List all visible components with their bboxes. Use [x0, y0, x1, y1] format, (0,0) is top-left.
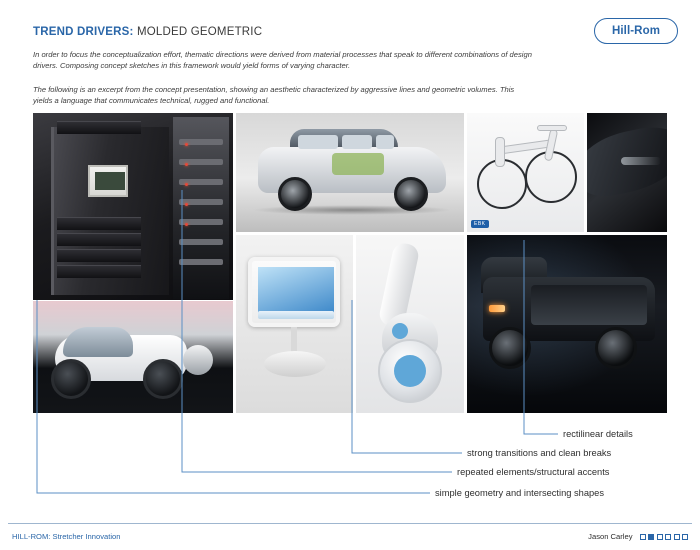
truck-tail-light: [489, 305, 505, 312]
moto-canopy-shape: [63, 327, 133, 357]
progress-dot[interactable]: [674, 534, 680, 540]
pc-led-indicator: [185, 223, 188, 226]
footer-divider: [8, 523, 692, 524]
pc-led-indicator: [185, 143, 188, 146]
caster-blue-accent: [394, 355, 426, 387]
pc-drive-bay: [57, 217, 141, 230]
truck-rear-wheel: [595, 327, 637, 369]
callout-label-rectilinear: rectilinear details: [563, 429, 633, 439]
imac-dock-bar: [258, 311, 334, 319]
image-blue-white-caster-wheel: [356, 235, 464, 413]
footer-author-name: Jason Carley: [588, 532, 633, 541]
caster-blue-accent: [392, 323, 408, 339]
bicycle-handlebar: [537, 125, 567, 131]
image-apple-imac-display: [236, 235, 353, 413]
hill-rom-logo: [594, 18, 678, 44]
suv-window: [376, 135, 394, 149]
pc-drive-bay: [57, 249, 141, 262]
page-title-accent: TREND DRIVERS:: [33, 26, 134, 38]
callout-label-transitions: strong transitions and clean breaks: [467, 448, 612, 458]
progress-dot-active[interactable]: [648, 534, 654, 540]
truck-bed-liner: [531, 285, 647, 325]
image-white-concept-bicycle: [467, 113, 584, 232]
truck-front-wheel: [489, 327, 531, 369]
page-title-rest: MOLDED GEOMETRIC: [133, 26, 263, 38]
slide-progress-dots: [640, 534, 689, 540]
pc-rail: [179, 259, 223, 265]
callout-label-repeated: repeated elements/structural accents: [457, 467, 610, 477]
bicycle-brand-badge: EBK: [471, 220, 489, 228]
pc-led-indicator: [185, 203, 188, 206]
pc-screen-inner: [95, 172, 125, 190]
moto-front-wheel: [51, 359, 91, 399]
bicycle-seat-post: [495, 137, 505, 167]
intro-paragraph-2: The following is an excerpt from the concept presentation, showing an aesthetic characterized by aggressive lines and geometric volumes. This yields a language that communicates technical, rugged and functional.: [33, 84, 515, 106]
suv-window: [342, 135, 372, 149]
image-grid: [33, 113, 667, 413]
pc-screen-shape: [88, 165, 128, 197]
moto-rear-wheel: [143, 359, 183, 399]
imac-bezel: [248, 257, 340, 327]
image-thermaltake-computer-tower: [33, 113, 233, 300]
progress-dot[interactable]: [657, 534, 663, 540]
pc-drive-bay: [57, 121, 141, 134]
page-title: [33, 26, 593, 38]
callout-label-geometry: simple geometry and intersecting shapes: [435, 488, 604, 498]
image-silver-suv-side-view: [236, 113, 464, 232]
imac-display-panel: [258, 267, 334, 315]
image-white-concept-motorcycle: [33, 301, 233, 413]
pc-drive-bay: [57, 265, 141, 278]
image-black-pickup-truck-bed: [467, 235, 667, 413]
imac-base: [264, 351, 326, 377]
pc-led-indicator: [185, 183, 188, 186]
pc-led-indicator: [185, 163, 188, 166]
suv-ground-shadow: [252, 205, 452, 215]
slide-header: [0, 0, 700, 110]
footer-project-label: HILL-ROM: Stretcher Innovation: [12, 532, 121, 541]
suv-accent-panel: [332, 153, 384, 175]
imac-neck: [291, 327, 297, 353]
image-dark-vehicle-detail: [587, 113, 667, 232]
footer-author-block: [588, 532, 688, 541]
suv-window: [298, 135, 338, 149]
pc-drive-bay: [57, 233, 141, 246]
logo-text: Hill-Rom: [611, 25, 661, 37]
moto-nose-shape: [183, 345, 213, 375]
pc-rail: [179, 239, 223, 245]
progress-dot[interactable]: [682, 534, 688, 540]
dark-highlight-glow: [621, 157, 661, 165]
title-block: [33, 26, 593, 107]
progress-dot[interactable]: [665, 534, 671, 540]
progress-dot[interactable]: [640, 534, 646, 540]
intro-paragraph-1: In order to focus the conceptualization effort, thematic directions were derived from material processes that speak to different combinations of design drivers. Composing concept sketches in this framework would yield forms of varying character.: [33, 50, 532, 71]
